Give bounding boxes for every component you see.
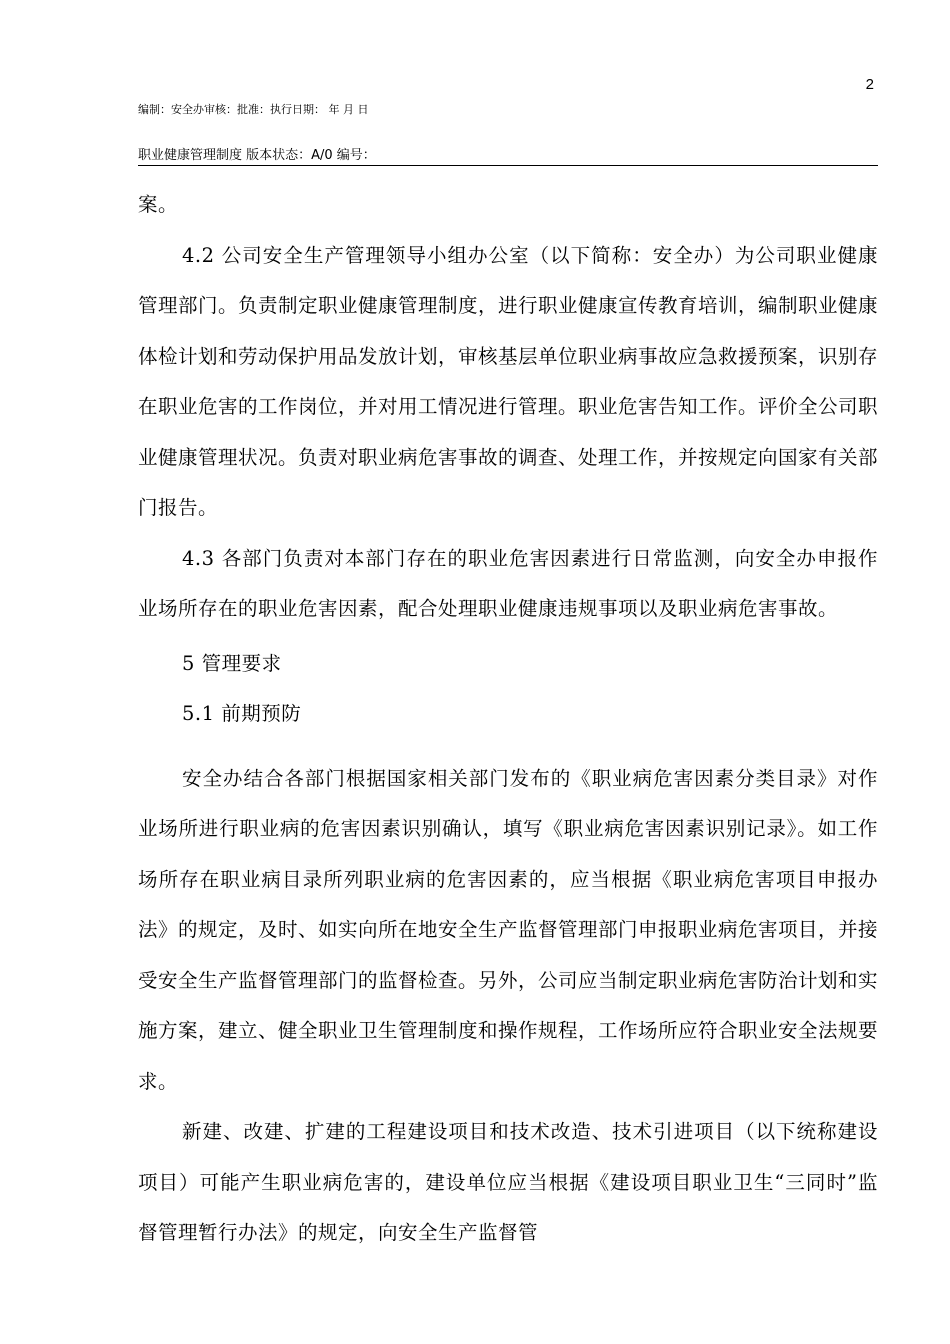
page-number: 2 (865, 76, 874, 93)
section-heading-5: 5 管理要求 (182, 651, 282, 675)
paragraph-4-3: 4.3 各部门负责对本部门存在的职业危害因素进行日常监测，向安全办申报作业场所存在的职业危害因素，配合处理职业健康违规事项以及职业病危害事故。 (138, 546, 878, 620)
header-document-title: 职业健康管理制度 版本状态：A/0 编号： (138, 144, 878, 166)
paragraph-continuation: 案。 (138, 193, 179, 216)
document-body (138, 180, 878, 1259)
paragraph-4-2: 4.2 公司安全生产管理领导小组办公室（以下简称：安全办）为公司职业健康管理部门。负责制定职业健康管理制度，进行职业健康宣传教育培训，编制职业健康体检计划和劳动保护用品发放计划，审核基层单位职业病事故应急救援预案，识别存在职业危害的工作岗位，并对用工情况进行管理。职业危害告知工作。评价全公司职业健康管理状况。负责对职业病危害事故的调查、处理工作，并按规定向国家有关部门报告。 (138, 243, 879, 519)
paragraph-prevention: 安全办结合各部门根据国家相关部门发布的《职业病危害因素分类目录》对作业场所进行职业病的危害因素识别确认，填写《职业病危害因素识别记录》。如工作场所存在职业病目录所列职业病的危害因素的，应当根据《职业病危害项目申报办法》的规定，及时、如实向所在地安全生产监督管理部门申报职业病危害项目，并接受安全生产监督管理部门的监督检查。另外，公司应当制定职业病危害防治计划和实施方案，建立、健全职业卫生管理制度和操作规程，工作场所应符合职业安全法规要求。 (138, 766, 879, 1093)
paragraph-construction-projects: 新建、改建、扩建的工程建设项目和技术改造、技术引进项目（以下统称建设项目）可能产生职业病危害的，建设单位应当根据《建设项目职业卫生“三同时”监督管理暂行办法》的规定，向安全生产监督管 (138, 1120, 878, 1244)
section-heading-5-1: 5.1 前期预防 (182, 702, 302, 725)
header-approval-line: 编制：安全办审核：批准：执行日期： 年 月 日 (138, 103, 369, 116)
